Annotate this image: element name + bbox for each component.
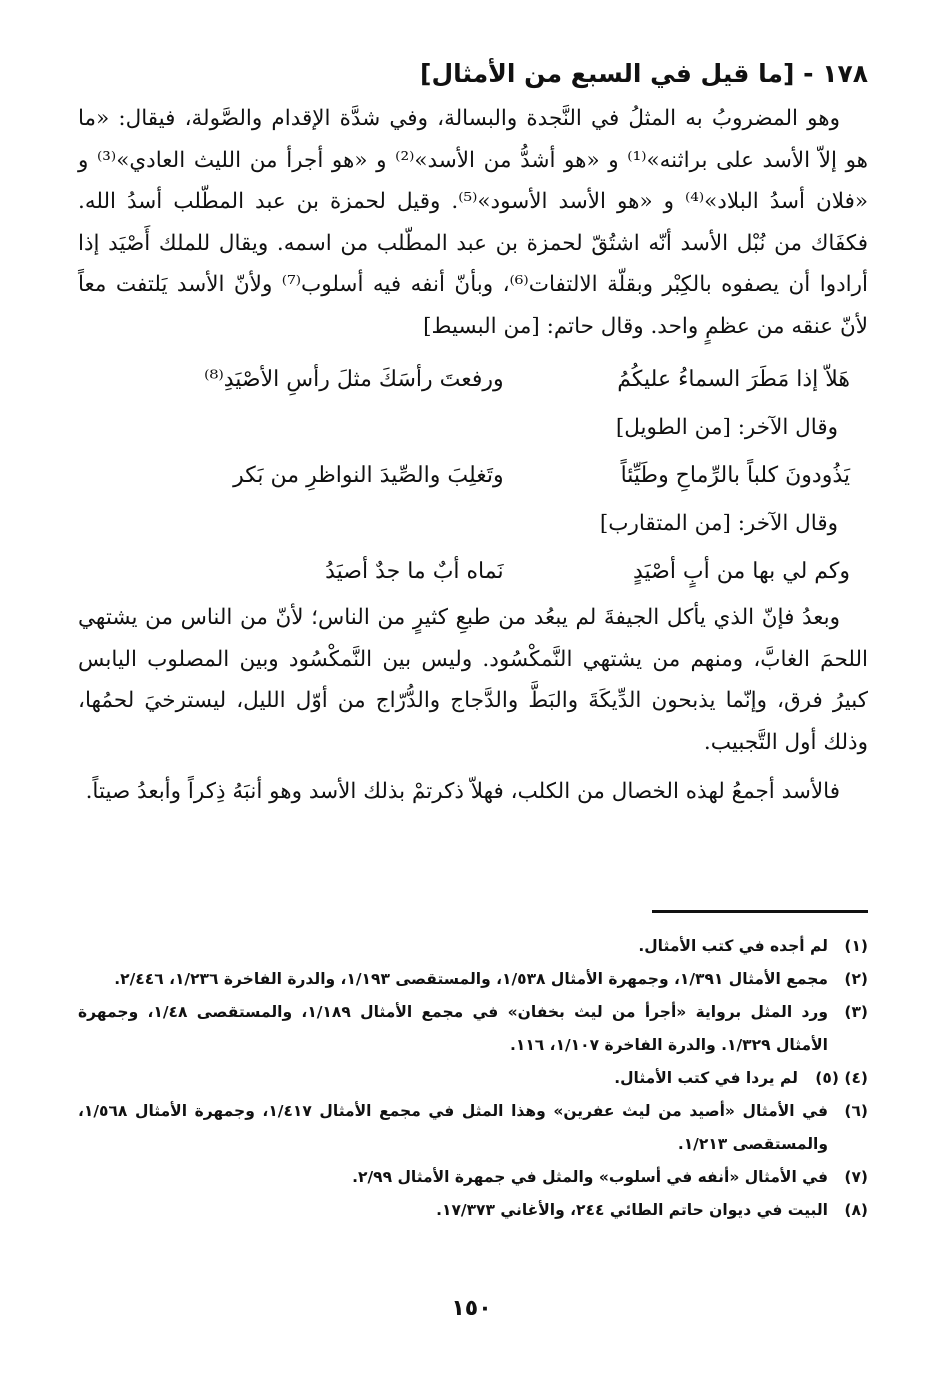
footnote-3 [78,996,868,1062]
footnote-2 [78,963,868,996]
verse-2-intro: وقال الآخر: [من الطويل] [615,415,838,440]
verse-2-second-hemistich: وتَغلِبَ والصِّيدَ النواظرِ من بَكر [233,463,504,488]
footnote-number: (٤) (٥) [815,1069,868,1087]
verse-3 [78,547,868,597]
page-body [78,52,868,813]
footnote-number: (٦) [844,1102,868,1120]
section-heading: ١٧٨ - [ما قيل في السبع من الأمثال] [420,59,868,88]
footnote-number: (١) [844,937,868,955]
footnote-text: لم أجده في كتب الأمثال. [638,937,828,955]
footnote-1 [78,930,868,963]
page-number: ١٥٠ [451,1296,492,1321]
footnote-divider [652,910,868,913]
verse-1-first-hemistich: هَلاّ إذا مَطَرَ السماءُ عليكُمُ [617,367,850,392]
footnotes [78,930,868,1227]
footnote-text: البيت في ديوان حاتم الطائي ٢٤٤، والأغاني ١٧/٣٧٣. [436,1201,828,1219]
footnote-7 [78,1161,868,1194]
verse-3-intro: وقال الآخر: [من المتقارب] [599,511,838,536]
footnote-text: لم يردا في كتب الأمثال. [614,1069,798,1087]
paragraph-1: وهو المضروبُ به المثلُ في النَّجدة والبسالة، وفي شدَّة الإقدام والصَّولة، فيقال: «ما هو إلاّ الأسد على براثنه»⁽¹⁾ و «هو أشدُّ من الأسد»⁽²⁾ و «هو أجرأ من الليث العادي»⁽³⁾ و «فلان أسدُ البلاد»⁽⁴⁾ و «هو الأسد الأسود»⁽⁵⁾. وقيل لحمزة بن عبد المطّلب أسدُ الله. فكفَاك من نُبْل الأسد أنّه اشتُقّ لحمزة بن عبد المطّلب من اسمه. ويقال للملك أَصْيَد إذا أرادوا أن يصفوه بالكِبْر وبقلّة الالتفات⁽⁶⁾، وبأنّ أنفه فيه أسلوب⁽⁷⁾ ولأنّ الأسد يَلتفت معاً لأنّ عنقه من عظمٍ واحد. وقال حاتم: [من البسيط] [78,106,869,339]
footnote-number: (٣) [844,1003,868,1021]
footnote-text: ورد المثل برواية «أجرأ من ليث بخفان» في مجمع الأمثال ١/١٨٩، والمستقصى ١/٤٨، وجمهرة الأمثال ١/٣٢٩. والدرة الفاخرة ١/١٠٧، ١١٦. [78,1003,828,1054]
footnote-number: (٧) [844,1168,868,1186]
footnote-4-5 [78,1062,868,1095]
verse-1-second-hemistich: ورفعتَ رأسَكَ مثلَ رأسِ الأصْيَدِ⁽⁸⁾ [204,367,504,392]
verse-2 [78,451,868,501]
verse-1 [78,355,868,405]
verse-3-first-hemistich: وكم لي بها من أبٍ أصْيَدٍ [632,559,850,584]
verse-3-second-hemistich: نَماه أبٌ ما جدٌ أصيَدُ [325,559,504,584]
footnote-text: في الأمثال «أنفه في أسلوب» والمثل في جمهرة الأمثال ٢/٩٩. [352,1168,828,1186]
paragraph-2: وبعدُ فإنّ الذي يأكل الجيفةَ لم يبعُد من طبعِ كثيرٍ من الناس؛ لأنّ من الناس من يشتهي اللحمَ الغابَّ، ومنهم من يشتهي النَّمكْسُود. وليس بين النَّمكْسُود وبين المصلوب اليابس كبيرُ فرق، وإنّما يذبحون الدِّيكَةَ والبَطَّ والدَّجاج والدُّرّاج من أوّل الليل، ليسترخيَ لحمُها، وذلك أول التَّجبيب. [78,605,868,755]
footnote-6 [78,1095,868,1161]
paragraph-3: فالأسد أجمعُ لهذه الخصال من الكلب، فهلاّ ذكرتمْ بذلك الأسد وهو أنبَهُ ذِكراً وأبعدُ صيتاً. [85,779,840,804]
footnote-8 [78,1194,868,1227]
verse-2-first-hemistich: يَذُودونَ كلباً بالرِّماحِ وطَيِّئاً [620,463,850,488]
footnote-text: مجمع الأمثال ١/٣٩١، وجمهرة الأمثال ١/٥٣٨، والمستقصى ١/١٩٣، والدرة الفاخرة ١/٢٣٦، ٢/٤٤٦. [114,970,828,988]
footnote-number: (٨) [844,1201,868,1219]
footnote-text: في الأمثال «أصيد من ليث عفرين» وهذا المثل في مجمع الأمثال ١/٤١٧، وجمهرة الأمثال ١/٥٦٨، والمستقصى ١/٢١٣. [78,1102,828,1153]
footnote-number: (٢) [844,970,868,988]
